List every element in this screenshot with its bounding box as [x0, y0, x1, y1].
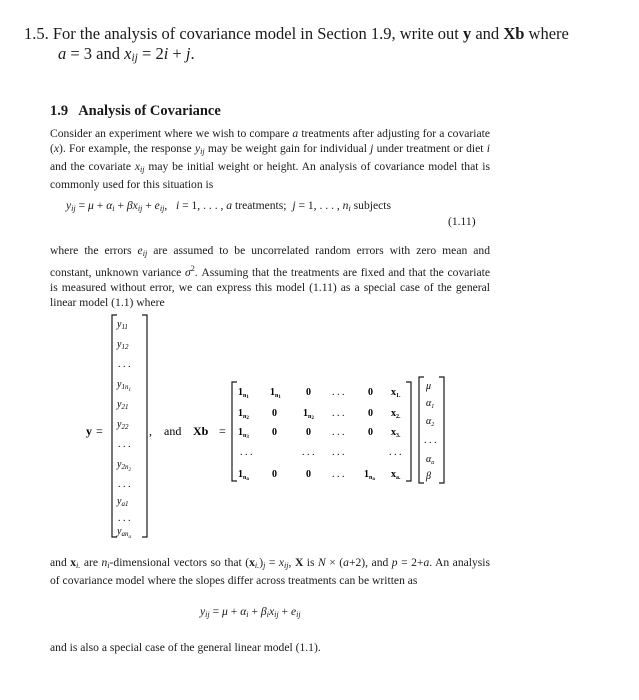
y-symbol: y — [86, 424, 92, 438]
svg-text:0: 0 — [306, 469, 311, 480]
y-bracket-right — [142, 315, 147, 537]
svg-text:μ: μ — [426, 381, 432, 392]
comma: , — [149, 424, 152, 438]
svg-text:0: 0 — [368, 408, 373, 419]
section-number: 1.9 — [50, 103, 69, 119]
svg-text:1na: $1_na$ — [364, 469, 375, 482]
svg-text:. . .: . . . — [332, 387, 345, 398]
svg-text:y2n2: $y_{2n2}$ — [117, 459, 131, 473]
svg-text:y21: $y_{21}$ — [117, 399, 129, 411]
b-bracket-right — [439, 377, 444, 483]
svg-text:1n2: $1_n2$ — [238, 408, 249, 421]
y-vector-entries — [116, 319, 131, 540]
svg-text:y22: $y_{22}$ — [117, 419, 129, 431]
svg-text:. . .: . . . — [118, 513, 131, 524]
b-bracket-left — [419, 377, 424, 483]
svg-text:0: 0 — [272, 408, 277, 419]
svg-text:0: 0 — [272, 469, 277, 480]
x-bracket-right — [406, 382, 411, 481]
svg-text:0: 0 — [306, 387, 311, 398]
svg-text:1na: $1_na$ — [238, 469, 249, 482]
b-vector-entries — [424, 381, 437, 482]
svg-text:. . .: . . . — [332, 447, 345, 458]
svg-text:. . .: . . . — [302, 447, 315, 458]
svg-text:0: 0 — [306, 427, 311, 438]
matrix-display — [0, 305, 639, 555]
svg-text:. . .: . . . — [332, 469, 345, 480]
svg-text:ya1: $y_{a1}$ — [117, 496, 129, 508]
svg-text:x2.: $x_{2.}$ — [391, 408, 401, 420]
svg-text:1n3: $1_n3$ — [238, 427, 249, 440]
svg-text:. . .: . . . — [389, 447, 402, 458]
svg-text:α1: $\alpha_1$ — [426, 398, 435, 410]
svg-text:x3.: $x_{3.}$ — [391, 427, 401, 439]
svg-text:. . .: . . . — [118, 439, 131, 450]
svg-text:αa: $\alpha_a$ — [426, 454, 435, 466]
svg-text:1n1: $1_n1$ — [270, 387, 281, 400]
svg-text:β: β — [426, 471, 431, 482]
svg-text:xa.: $x_{a.}$ — [391, 469, 401, 481]
svg-text:. . .: . . . — [118, 359, 131, 370]
svg-text:y1n1: $y_{1n1}$ — [117, 379, 131, 393]
svg-text:α2: $\alpha_2$ — [426, 416, 435, 428]
problem-statement — [24, 24, 624, 68]
section-title: Analysis of Covariance — [78, 103, 221, 119]
svg-text:y12: $y_{12}$ — [117, 339, 129, 351]
svg-text:1n1: $1_n1$ — [238, 387, 249, 400]
svg-text:. . .: . . . — [332, 427, 345, 438]
paragraph-1: Consider an experiment where we wish to compare a treatments after adjusting for a covariate (x). For example, the response $y_{ij}$ may be weight gain for individual j under treatment or diet i and the covariate $x_{ij}$ may be initial weight or height. An analysis of covariance model that is commonly used for this situation is — [50, 127, 490, 191]
svg-text:0: 0 — [368, 427, 373, 438]
svg-text:. . .: . . . — [332, 408, 345, 419]
equals-sign-2: = — [219, 424, 226, 438]
xb-symbol: Xb — [193, 424, 209, 438]
equals-sign: = — [96, 424, 103, 438]
svg-text:. . .: . . . — [118, 479, 131, 490]
x-bracket-left — [232, 382, 237, 481]
problem-line-1: 1.5. For the analysis of covariance model in Section 1.9, write out y and Xb where — [24, 24, 569, 43]
equation-2: $y_{ij} = \mu + \alpha_i + \beta_ix_{ij} + e_{ij}$ — [200, 605, 301, 619]
svg-text:0: 0 — [272, 427, 277, 438]
x-matrix-entries — [238, 387, 402, 482]
svg-text:. . .: . . . — [240, 447, 253, 458]
equation-1-11: $y_{ij} = \mu + \alpha_i + \beta x_{ij} + e_{ij}$, i = 1, . . . , a treatments; j = 1, . . . , $n_i$ subjects — [66, 199, 391, 213]
svg-text:1n2: $1_n2$ — [303, 408, 314, 421]
svg-text:0: 0 — [368, 387, 373, 398]
equation-number: (1.11) — [448, 215, 476, 228]
svg-text:. . .: . . . — [424, 435, 437, 446]
paragraph-3: and $x_{i.}$ are $n_i$-dimensional vectors so that $(x_{i.})_j = x_{ij}$, X is N × (a+2), and p = 2+a. An analysis of covariance model where the slopes differ across treatments can be written as — [50, 556, 491, 587]
paragraph-2: where the errors $e_{ij}$ are assumed to be uncorrelated random errors with zero mean and constant, unknown variance $\sigma^2$. Assuming that the treatments are fixed and that the covariate is measured without error, we can express this model (1.11) as a special case of the general linear model (1.1) where — [50, 244, 491, 309]
svg-text:x1.: $x_{1.}$ — [391, 387, 401, 399]
svg-text:y11: $y_{11}$ — [117, 319, 128, 331]
problem-line-2: a = 3 and $x_{ij} = 2i + j$. — [58, 44, 195, 64]
and-label: and — [164, 424, 182, 438]
section-heading — [50, 103, 221, 120]
paragraph-4: and is also a special case of the general linear model (1.1). — [50, 641, 321, 654]
svg-text:yana: $y_{ana}$ — [117, 526, 131, 540]
